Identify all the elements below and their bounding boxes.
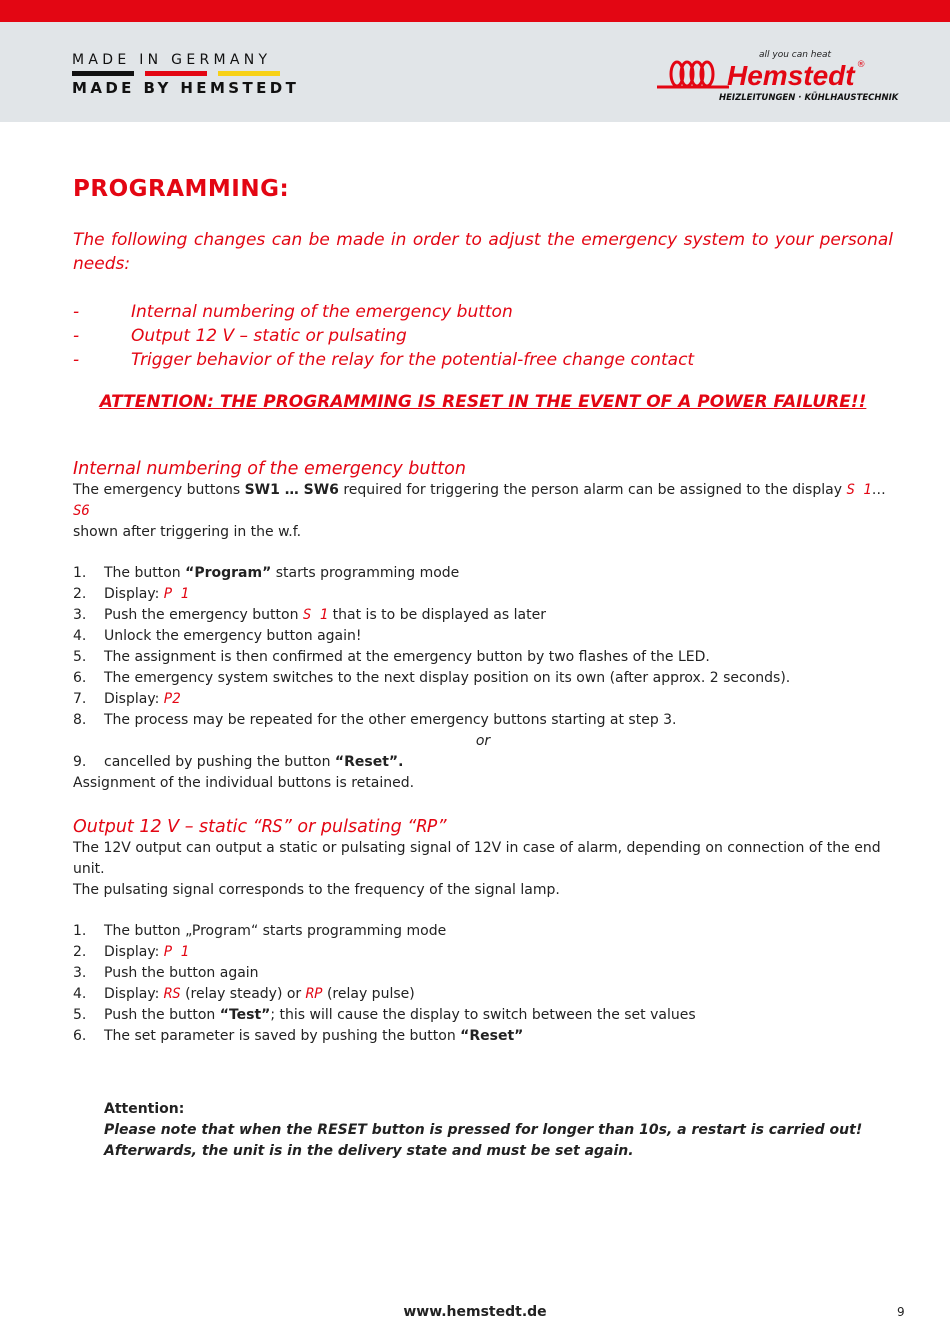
made-in-germany: MADE IN GERMANY bbox=[72, 52, 272, 68]
made-by-hemstedt: MADE BY HEMSTEDT bbox=[72, 79, 300, 97]
list-item: 2. Display: P 1 bbox=[73, 944, 190, 960]
flag-stripe-black bbox=[72, 71, 134, 76]
list-item: 7. Display: P2 bbox=[73, 691, 181, 707]
list-item: 9. cancelled by pushing the button “Reset”. bbox=[73, 754, 404, 770]
list-item: - Trigger behavior of the relay for the potential-free change contact bbox=[73, 350, 695, 370]
list-item: 3. Push the emergency button S 1 that is to be displayed as later bbox=[73, 607, 546, 623]
list-item: - Output 12 V – static or pulsating bbox=[73, 326, 407, 346]
or-text: or bbox=[475, 733, 491, 749]
list-item: 5. Push the button “Test”; this will cause the display to switch between the set values bbox=[73, 1007, 696, 1023]
bullet-list bbox=[73, 300, 893, 372]
list-item: 5. The assignment is then confirmed at the emergency button by two flashes of the LED. bbox=[73, 649, 710, 665]
top-red-bar bbox=[0, 0, 950, 22]
list-item: - Internal numbering of the emergency button bbox=[73, 302, 513, 322]
coil-icon bbox=[655, 60, 735, 94]
page-number: 9 bbox=[897, 1305, 905, 1319]
flag-stripe-gold bbox=[218, 71, 280, 76]
list-item: 4. Display: RS (relay steady) or RP (relay pulse) bbox=[73, 986, 415, 1002]
page-title: PROGRAMMING: bbox=[73, 176, 290, 202]
footer-url: www.hemstedt.de bbox=[403, 1304, 547, 1320]
page-header bbox=[0, 22, 950, 122]
page-content bbox=[73, 176, 893, 1162]
paragraph: The 12V output can output a static or pulsating signal of 12V in case of alarm, depending on connection of the end unit. bbox=[73, 840, 881, 877]
list-item: 6. The emergency system switches to the next display position on its own (after approx. 2 seconds). bbox=[73, 670, 791, 686]
section-heading: Internal numbering of the emergency button bbox=[73, 459, 466, 479]
hemstedt-logo bbox=[655, 50, 915, 106]
paragraph: The emergency buttons SW1 … SW6 required for triggering the person alarm can be assigned to the display S 1… S6 bbox=[73, 482, 886, 519]
paragraph: shown after triggering in the w.f. bbox=[73, 524, 302, 540]
attention-banner: ATTENTION: THE PROGRAMMING IS RESET IN THE EVENT OF A POWER FAILURE!! bbox=[99, 392, 867, 412]
list-item: 2. Display: P 1 bbox=[73, 586, 190, 602]
list-item: 3. Push the button again bbox=[73, 965, 259, 981]
section-heading: Output 12 V – static “RS” or pulsating “RP” bbox=[73, 817, 447, 837]
steps-list bbox=[73, 563, 893, 773]
list-item: 6. The set parameter is saved by pushing the button “Reset” bbox=[73, 1028, 524, 1044]
logo-registered: ® bbox=[856, 60, 866, 70]
paragraph: The pulsating signal corresponds to the frequency of the signal lamp. bbox=[73, 882, 560, 898]
list-item: 1. The button „Program“ starts programming mode bbox=[73, 923, 447, 939]
steps-list bbox=[73, 921, 893, 1047]
paragraph: Assignment of the individual buttons is retained. bbox=[73, 775, 415, 791]
flag-stripe-red bbox=[145, 71, 207, 76]
list-item: 4. Unlock the emergency button again! bbox=[73, 628, 362, 644]
logo-wordmark bbox=[727, 61, 866, 91]
list-item: 1. The button “Program” starts programming mode bbox=[73, 565, 460, 581]
attention-note: Attention: Please note that when the RESET button is pressed for longer than 10s, a restart is carried out! Afterwards, the unit is in the delivery state and must be set again. bbox=[104, 1101, 863, 1159]
list-item: 8. The process may be repeated for the other emergency buttons starting at step 3. bbox=[73, 712, 677, 728]
logo-subtitle: HEIZLEITUNGEN · KÜHLHAUSTECHNIK bbox=[719, 93, 899, 103]
logo-tagline: all you can heat bbox=[759, 50, 832, 60]
logo-name: Hemstedt bbox=[727, 60, 855, 91]
intro-text: The following changes can be made in order to adjust the emergency system to your personal needs: bbox=[73, 230, 893, 274]
